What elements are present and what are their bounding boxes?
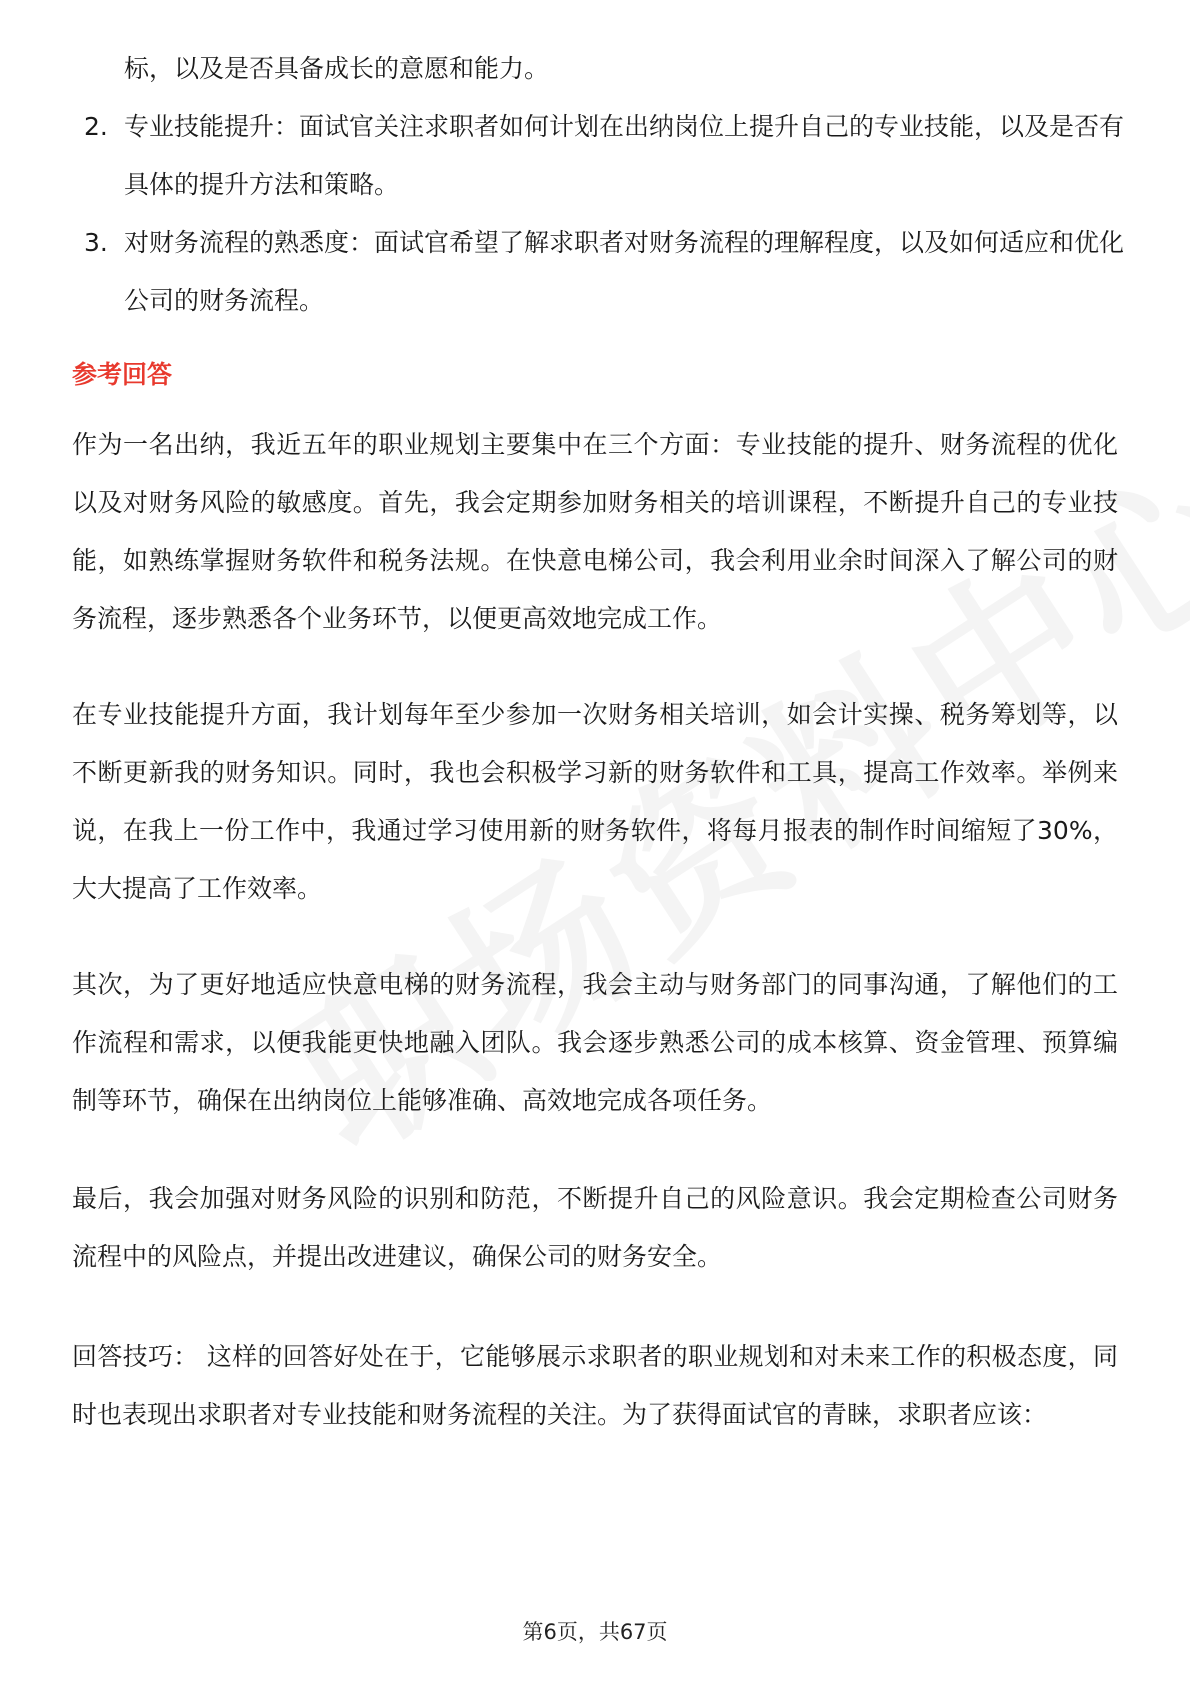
list-item-text: 对财务流程的熟悉度：面试官希望了解求职者对财务流程的理解程度，以及如何适应和优化公司的财务流程。 bbox=[124, 228, 1125, 315]
list-item-1-continuation bbox=[72, 40, 1132, 98]
list-item-2 bbox=[72, 98, 1132, 214]
list-item-3 bbox=[72, 214, 1132, 330]
list-item-text: 专业技能提升：面试官关注求职者如何计划在出纳岗位上提升自己的专业技能，以及是否有具体的提升方法和策略。 bbox=[124, 112, 1125, 199]
list-item-number: 3. bbox=[84, 228, 108, 257]
list-item-text: 标，以及是否具备成长的意愿和能力。 bbox=[124, 54, 550, 83]
list-item-number: 2. bbox=[84, 112, 108, 141]
answer-paragraph-4: 最后，我会加强对财务风险的识别和防范，不断提升自己的风险意识。我会定期检查公司财务流程中的风险点，并提出改进建议，确保公司的财务安全。 bbox=[72, 1184, 1118, 1271]
page-number-footer: 第6页，共67页 bbox=[522, 1620, 668, 1644]
answer-paragraph-3: 其次，为了更好地适应快意电梯的财务流程，我会主动与财务部门的同事沟通，了解他们的工作流程和需求，以便我能更快地融入团队。我会逐步熟悉公司的成本核算、资金管理、预算编制等环节，确保在出纳岗位上能够准确、高效地完成各项任务。 bbox=[72, 970, 1118, 1115]
answer-paragraph-1: 作为一名出纳，我近五年的职业规划主要集中在三个方面：专业技能的提升、财务流程的优化以及对财务风险的敏感度。首先，我会定期参加财务相关的培训课程，不断提升自己的专业技能，如熟练掌握财务软件和税务法规。在快意电梯公司，我会利用业余时间深入了解公司的财务流程，逐步熟悉各个业务环节，以便更高效地完成工作。 bbox=[72, 430, 1118, 633]
answer-paragraph-2: 在专业技能提升方面，我计划每年至少参加一次财务相关培训，如会计实操、税务筹划等，以不断更新我的财务知识。同时，我也会积极学习新的财务软件和工具，提高工作效率。举例来说，在我上一份工作中，我通过学习使用新的财务软件，将每月报表的制作时间缩短了30%，大大提高了工作效率。 bbox=[72, 700, 1118, 903]
section-title-reference-answer: 参考回答 bbox=[72, 360, 173, 389]
answer-tips-paragraph: 回答技巧： 这样的回答好处在于，它能够展示求职者的职业规划和对未来工作的积极态度，同时也表现出求职者对专业技能和财务流程的关注。为了获得面试官的青睐，求职者应该： bbox=[72, 1342, 1118, 1429]
criteria-list bbox=[72, 40, 1132, 330]
